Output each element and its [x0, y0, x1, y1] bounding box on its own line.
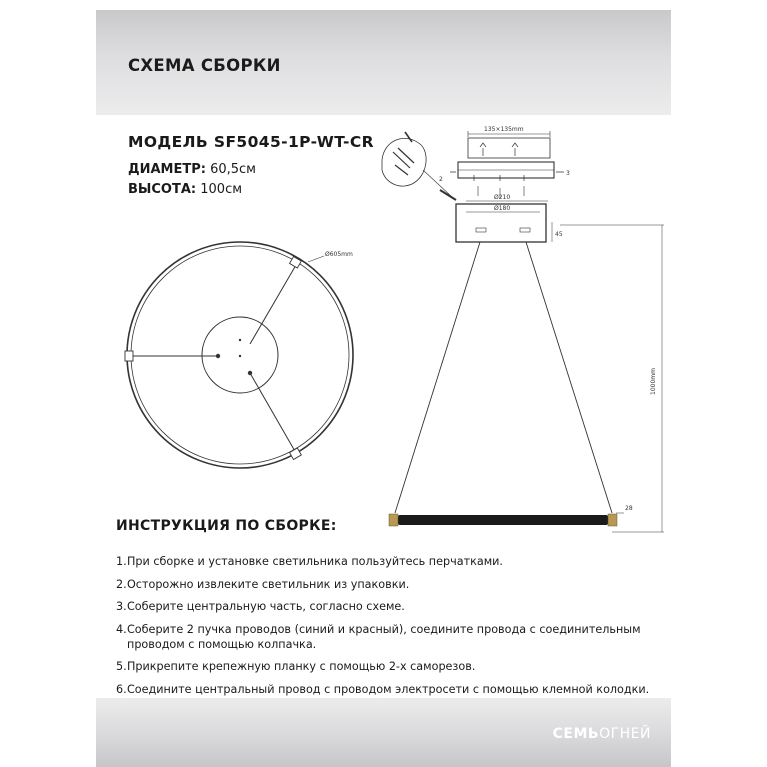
step-number: 6. [116, 682, 127, 696]
canopy-exploded [439, 126, 570, 242]
instruction-step [116, 682, 676, 697]
total-height-label: 1000mm [650, 368, 657, 395]
step-number: 3. [116, 600, 127, 613]
ring-top-view [125, 242, 353, 468]
canopy-d1-label: Ø210 [494, 194, 511, 201]
instruction-step [116, 622, 676, 652]
ring-diameter-label: Ø605mm [325, 251, 353, 258]
instruction-step [116, 577, 676, 592]
step-text: Соберите 2 пучка проводов (синий и красный), соедините провода с соединительным проводом с помощью колпачка. [127, 622, 641, 651]
step-text: Осторожно извлеките светильник из упаковки. [127, 577, 410, 591]
step-number: 1. [116, 555, 127, 568]
diameter-label: ДИАМЕТР: [128, 162, 206, 177]
brand-logo [553, 726, 651, 742]
callout-2: 2 [439, 176, 443, 183]
step-number: 4. [116, 622, 127, 636]
height-value: 100см [200, 182, 243, 197]
callout-3: 3 [566, 170, 570, 177]
step-text: Прикрепите крепежную планку с помощью 2-х саморезов. [127, 660, 476, 673]
instruction-step [116, 554, 676, 569]
instruction-step [116, 659, 676, 674]
canopy-height-label: 45 [555, 231, 563, 238]
step-number: 2. [116, 577, 127, 591]
instructions-title: ИНСТРУКЦИЯ ПО СБОРКЕ: [116, 518, 337, 534]
canopy-d2-label: Ø180 [494, 205, 511, 212]
step-text: Соедините центральный провод с проводом электросети с помощью клемной колодки. [127, 682, 650, 696]
page-title: СХЕМА СБОРКИ [128, 56, 281, 75]
brand-logo-thin: ОГНЕЙ [599, 726, 651, 742]
canopy-width-label: 135×135mm [484, 126, 524, 133]
step-number: 5. [116, 660, 127, 673]
wire-detail [382, 132, 456, 200]
brand-logo-bold: СЕМЬ [552, 726, 600, 742]
diameter-value: 60,5см [210, 162, 256, 177]
instruction-step [116, 599, 676, 614]
instructions [116, 518, 676, 704]
height-label: ВЫСОТА: [128, 182, 197, 197]
ring-height-label: 28 [625, 505, 633, 512]
step-text: При сборке и установке светильника пользуйтесь перчатками. [127, 555, 503, 568]
model-title: МОДЕЛЬ SF5045-1P-WT-CR [128, 133, 374, 151]
footer-band [96, 698, 671, 767]
step-text: Соберите центральную часть, согласно схеме. [127, 600, 405, 613]
suspension-cables [395, 225, 664, 532]
